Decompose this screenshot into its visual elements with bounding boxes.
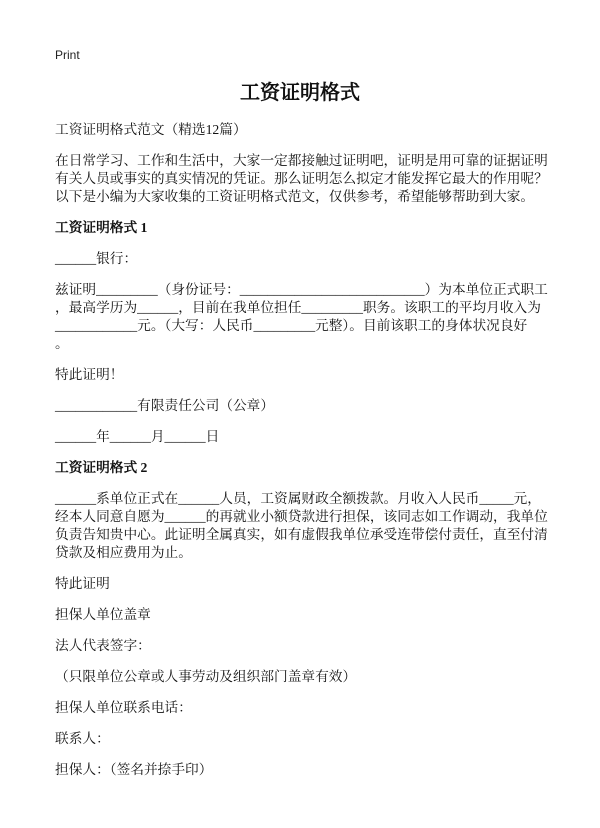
field-line: 联系人： xyxy=(55,731,110,746)
section-1-addressee xyxy=(55,250,548,268)
document-body xyxy=(55,121,548,792)
section-1-company-seal xyxy=(55,397,548,415)
company-seal-line: ____________有限责任公司（公章） xyxy=(55,398,275,413)
section-2-heading xyxy=(55,459,548,477)
intro-line: 在日常学习、工作和生活中，大家一定都接触过证明吧，证明是用可靠的证据证明 xyxy=(55,153,548,168)
section-1-body xyxy=(55,281,548,353)
seal-validity-note xyxy=(55,668,548,686)
closing-line: 特此证明 xyxy=(55,576,110,591)
closing-line: 特此证明！ xyxy=(55,367,124,382)
section-heading-text: 工资证明格式 2 xyxy=(55,460,148,475)
field-line: 法人代表签字： xyxy=(55,638,151,653)
print-link[interactable]: Print xyxy=(55,48,80,62)
body-line: ______系单位正式在______人员，工资属财政全额拨款。月收入人民币_____元， xyxy=(55,491,541,506)
field-line: 担保人单位盖章 xyxy=(55,607,151,622)
contact-person-field xyxy=(55,730,548,748)
subtitle-text: 工资证明格式范文（精选12篇） xyxy=(55,122,247,137)
guarantor-signature-field xyxy=(55,761,548,779)
body-line: 兹证明_________（身份证号：___________________________）为本单位正式职工 xyxy=(55,282,548,297)
field-line: 担保人：（签名并捺手印） xyxy=(55,762,213,777)
body-line: 负责告知贵中心。此证明全属真实，如有虚假我单位承受连带偿付责任，直至付清 xyxy=(55,527,548,542)
body-line: 贷款及相应费用为止。 xyxy=(55,545,192,560)
section-1-closing xyxy=(55,366,548,384)
body-line: ，最高学历为______，目前在我单位担任_________职务。该职工的平均月收入为 xyxy=(55,300,541,315)
date-line: ______年______月______日 xyxy=(55,429,220,444)
guarantor-phone-field xyxy=(55,699,548,717)
intro-line: 有关人员或事实的真实情况的凭证。那么证明怎么拟定才能发挥它最大的作用呢？ xyxy=(55,171,548,186)
body-line: 。 xyxy=(55,336,69,351)
legal-rep-signature-field xyxy=(55,637,548,655)
field-line: （只限单位公章或人事劳动及组织部门盖章有效） xyxy=(55,669,357,684)
section-2-body xyxy=(55,490,548,562)
body-line: ____________元。（大写：人民币_________元整）。目前该职工的身体状况良好 xyxy=(55,318,528,333)
page-title: 工资证明格式 xyxy=(240,82,360,104)
body-line: 经本人同意自愿为______的再就业小额贷款进行担保，该同志如工作调动，我单位 xyxy=(55,509,548,524)
subtitle xyxy=(55,121,548,139)
guarantor-seal-field xyxy=(55,606,548,624)
section-2-closing xyxy=(55,575,548,593)
addressee-line: ______银行： xyxy=(55,251,138,266)
field-line: 担保人单位联系电话： xyxy=(55,700,192,715)
section-heading-text: 工资证明格式 1 xyxy=(55,220,148,235)
intro-paragraph xyxy=(55,152,548,206)
section-1-heading xyxy=(55,219,548,237)
section-1-date xyxy=(55,428,548,446)
intro-line: 以下是小编为大家收集的工资证明格式范文，仅供参考，希望能够帮助到大家。 xyxy=(55,189,535,204)
